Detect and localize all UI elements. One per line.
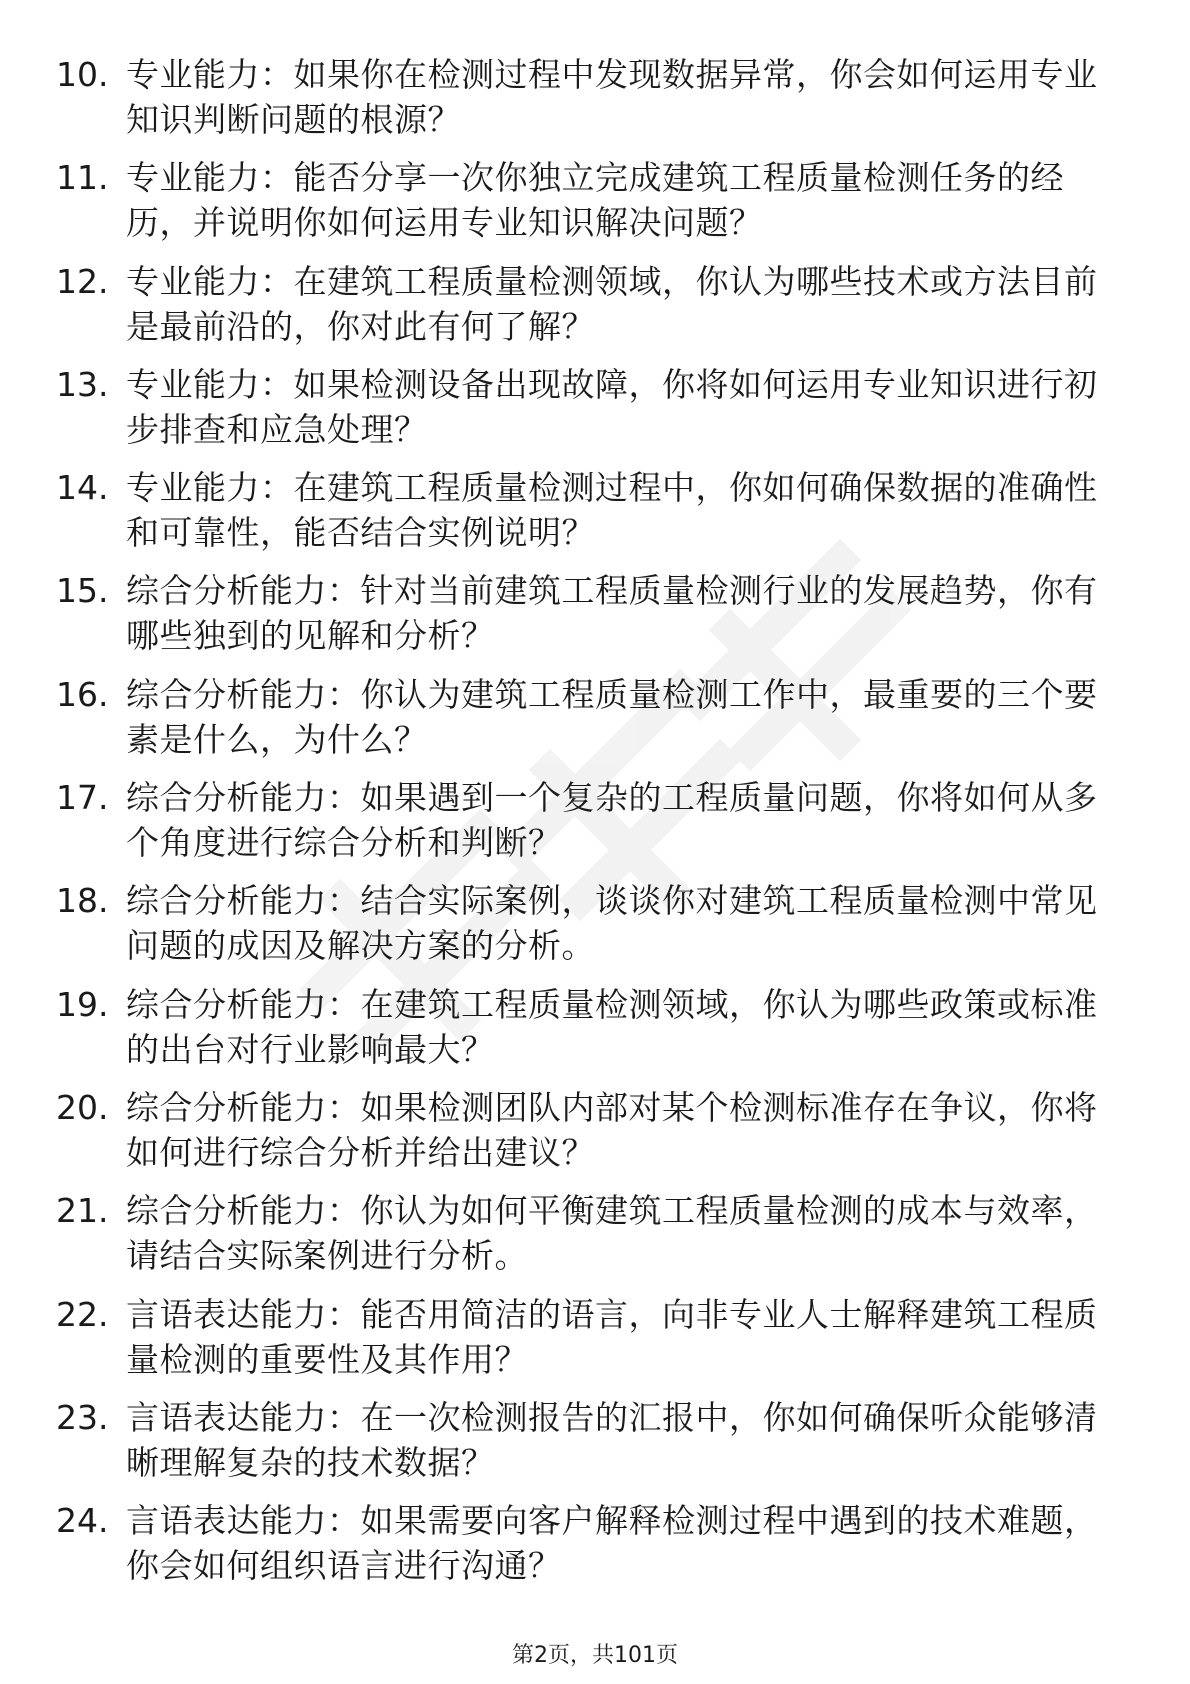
question-number: 17. [56,778,109,818]
question-number: 15. [56,571,109,611]
question-number: 23. [56,1397,109,1437]
list-item [56,1292,1116,1395]
question-text: 专业能力：在建筑工程质量检测过程中，你如何确保数据的准确性和可靠性，能否结合实例说明？ [126,468,1098,553]
list-item [56,1395,1116,1498]
question-number: 13. [56,364,109,404]
list-item [56,878,1116,981]
question-number: 22. [56,1294,109,1334]
question-text: 专业能力：如果检测设备出现故障，你将如何运用专业知识进行初步排查和应急处理？ [126,364,1098,449]
page-number: 第2页，共101页 [512,1643,678,1668]
question-number: 21. [56,1191,109,1231]
list-item [56,259,1116,362]
list-item [56,672,1116,775]
question-number: 14. [56,468,109,508]
question-number: 18. [56,881,109,921]
question-text: 综合分析能力：你认为建筑工程质量检测工作中，最重要的三个要素是什么，为什么？ [126,674,1098,759]
question-list [56,52,1116,1601]
question-text: 综合分析能力：在建筑工程质量检测领域，你认为哪些政策或标准的出台对行业影响最大？ [126,984,1098,1069]
list-item [56,775,1116,878]
question-text: 言语表达能力：能否用简洁的语言，向非专业人士解释建筑工程质量检测的重要性及其作用？ [126,1294,1098,1379]
question-number: 12. [56,261,109,301]
page-footer [0,1638,1190,1669]
list-item [56,465,1116,568]
question-number: 11. [56,158,109,198]
question-number: 10. [56,55,109,94]
question-number: 19. [56,984,109,1024]
question-text: 综合分析能力：你认为如何平衡建筑工程质量检测的成本与效率，请结合实际案例进行分析。 [126,1191,1098,1276]
question-text: 综合分析能力：如果遇到一个复杂的工程质量问题，你将如何从多个角度进行综合分析和判断？ [126,778,1098,863]
question-number: 20. [56,1087,109,1127]
list-item [56,155,1116,258]
list-item [56,1085,1116,1188]
list-item [56,1498,1116,1601]
question-text: 言语表达能力：如果需要向客户解释检测过程中遇到的技术难题，你会如何组织语言进行沟通？ [126,1501,1098,1586]
question-text: 专业能力：如果你在检测过程中发现数据异常，你会如何运用专业知识判断问题的根源？ [126,55,1098,139]
list-item [56,982,1116,1085]
question-number: 16. [56,674,109,714]
list-item [56,52,1116,155]
question-text: 综合分析能力：结合实际案例，谈谈你对建筑工程质量检测中常见问题的成因及解决方案的分析。 [126,881,1098,966]
question-text: 专业能力：在建筑工程质量检测领域，你认为哪些技术或方法目前是最前沿的，你对此有何了解？ [126,261,1098,346]
question-text: 专业能力：能否分享一次你独立完成建筑工程质量检测任务的经历，并说明你如何运用专业知识解决问题？ [126,158,1064,243]
list-item [56,362,1116,465]
question-text: 综合分析能力：针对当前建筑工程质量检测行业的发展趋势，你有哪些独到的见解和分析？ [126,571,1098,656]
list-item [56,568,1116,671]
question-number: 24. [56,1501,109,1541]
question-text: 综合分析能力：如果检测团队内部对某个检测标准存在争议，你将如何进行综合分析并给出建议？ [126,1087,1098,1172]
question-text: 言语表达能力：在一次检测报告的汇报中，你如何确保听众能够清晰理解复杂的技术数据？ [126,1397,1098,1482]
list-item [56,1188,1116,1291]
